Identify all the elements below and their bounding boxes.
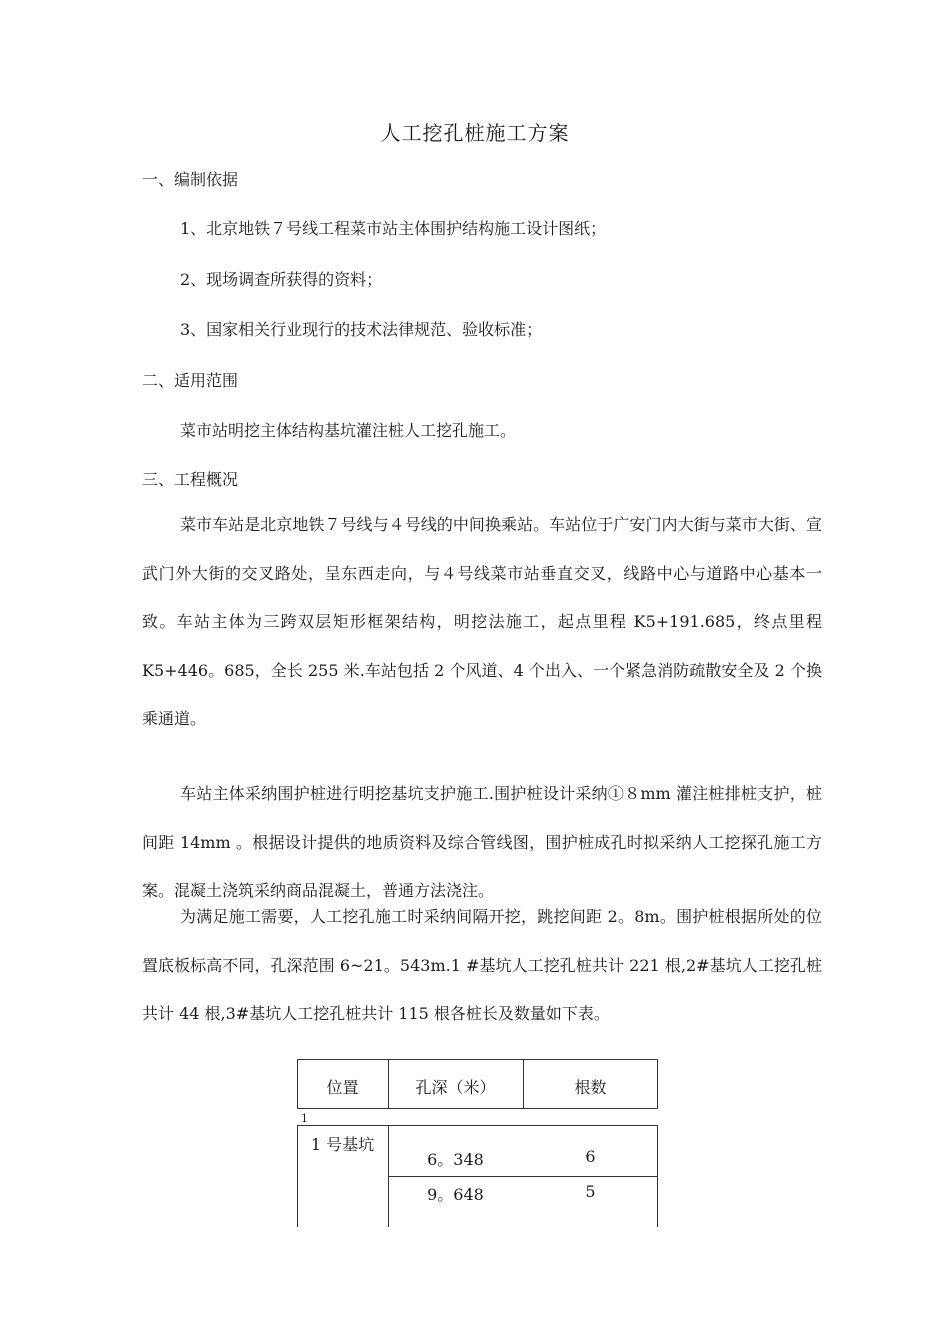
- table-cell-depth: 6。348: [427, 1150, 484, 1169]
- table-cell-count: 5: [585, 1182, 596, 1201]
- section-heading-basis: 一、编制依据: [142, 170, 239, 189]
- overview-paragraph-1: 菜市车站是北京地铁７号线与４号线的中间换乘站。车站位于广安门内大街与菜市大街、宣武门外大街的交叉路处，呈东西走向，与４号线菜市站垂直交叉，线路中心与道路中心基本一致。车站主体为三跨双层矩形框架结构，明挖法施工，起点里程 K5+191.685，终点里程 K5+446。685，全长 255 米.车站包括 2 个风道、4 个出入、一个紧急消防疏散安全及 2 个换乘通道。: [142, 515, 822, 728]
- table-header-count: 根数: [574, 1078, 607, 1097]
- document-title: 人工挖孔桩施工方案: [380, 121, 570, 145]
- table-header-location: 位置: [326, 1078, 359, 1097]
- table-cell-depth: 9。648: [427, 1185, 484, 1204]
- scope-text: 菜市站明挖主体结构基坑灌注桩人工挖孔施工。: [180, 421, 517, 440]
- table-cell-count: 6: [585, 1147, 596, 1166]
- table-footnote-marker: 1: [301, 1112, 308, 1125]
- basis-item-1: 1、北京地铁７号线工程菜市站主体围护结构施工设计图纸；: [180, 219, 607, 238]
- section-heading-overview: 三、工程概况: [142, 470, 239, 489]
- table-header-depth: 孔深（米）: [415, 1078, 496, 1097]
- table-group-label: 1 号基坑: [310, 1135, 375, 1154]
- overview-paragraph-3: 为满足施工需要，人工挖孔施工时采纳间隔开挖，跳挖间距 2。8m。围护桩根据所处的位置底板标高不同，孔深范围 6~21。543m.1 #基坑人工挖孔桩共计 221 根,2#基坑人工挖孔桩共计 44 根,3#基坑人工挖孔桩共计 115 根各桩长及数量如下表。: [142, 907, 822, 1023]
- basis-item-3: 3、国家相关行业现行的技术法律规范、验收标准；: [180, 320, 543, 339]
- basis-item-2: 2、现场调查所获得的资料；: [180, 270, 383, 289]
- overview-paragraph-2: 车站主体采纳围护桩进行明挖基坑支护施工.围护桩设计采纳①８mm 灌注桩排桩支护，桩间距 14mm 。根据设计提供的地质资料及综合管线图，围护桩成孔时拟采纳人工挖探孔施工方案。混凝土浇筑采纳商品混凝土，普通方法浇注。: [142, 784, 822, 900]
- section-heading-scope: 二、适用范围: [142, 371, 239, 390]
